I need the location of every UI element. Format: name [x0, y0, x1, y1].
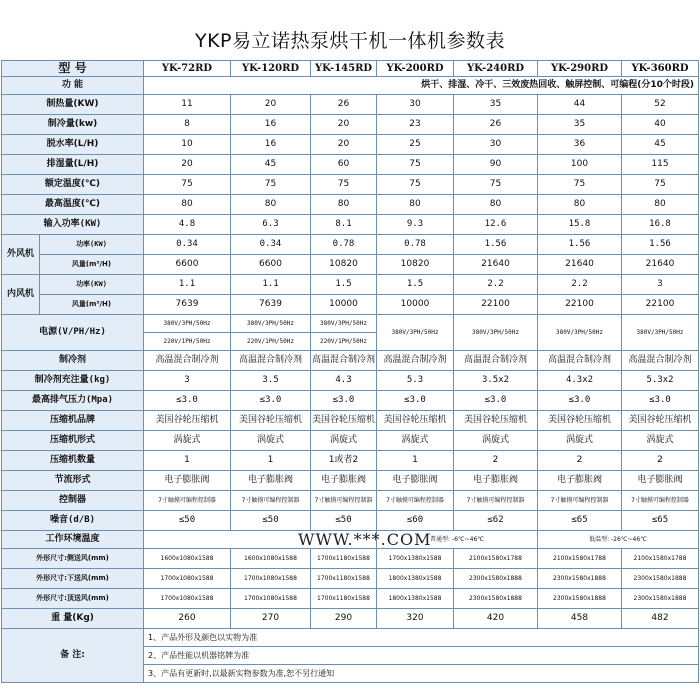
- cell: 2100x1580x1788: [454, 549, 538, 569]
- cell: 3.5: [231, 371, 311, 391]
- cell: 26: [454, 115, 538, 135]
- model-col: YK-200RD: [377, 61, 454, 77]
- cell: 7寸触摸可编程控制器: [622, 491, 699, 511]
- cell: ≤3.0: [144, 391, 231, 411]
- cell: 2300x1580x1888: [538, 589, 622, 609]
- cell: 20: [311, 115, 377, 135]
- cell: 3: [144, 371, 231, 391]
- cell: 22100: [454, 295, 538, 315]
- label-charge: 制冷剂充注量(kg): [2, 371, 144, 391]
- cell: 2300x1580x1888: [622, 569, 699, 589]
- cell: 10: [144, 135, 231, 155]
- cell: ≤3.0: [377, 391, 454, 411]
- cell: 高温混合制冷剂: [454, 351, 538, 371]
- remark-3: 3、产品有更新时,以最新实物参数为准,恕不另行通知: [144, 665, 699, 683]
- cell: ≤62: [454, 511, 538, 531]
- cell: 320: [377, 609, 454, 629]
- cell: 0.34: [144, 235, 231, 255]
- cell: 30: [377, 95, 454, 115]
- cell: ≤50: [311, 511, 377, 531]
- label-heat: 制热量(KW): [2, 95, 144, 115]
- cell: 75: [538, 175, 622, 195]
- row-pressure: [2, 391, 699, 411]
- label-comp-brand: 压缩机品牌: [2, 411, 144, 431]
- cell: 2300x1580x1888: [454, 569, 538, 589]
- cell: 高温混合制冷剂: [538, 351, 622, 371]
- cell: 20: [144, 155, 231, 175]
- cell: 4.3x2: [538, 371, 622, 391]
- label-dim-side: 外形尺寸:侧送风(mm): [2, 549, 144, 569]
- cell: 8.1: [311, 215, 377, 235]
- cell: 电子膨胀阀: [538, 471, 622, 491]
- label-remarks: 备 注:: [2, 629, 144, 683]
- cell: 5.3: [377, 371, 454, 391]
- remark-1: 1、产品外形及颜色以实物为准: [144, 629, 699, 647]
- row-inner-power: [2, 275, 699, 295]
- row-charge: [2, 371, 699, 391]
- row-dehumid: [2, 135, 699, 155]
- cell: 80: [144, 195, 231, 215]
- label-comp-qty: 压缩机数量: [2, 451, 144, 471]
- cell: 16.8: [622, 215, 699, 235]
- cell: 75: [144, 175, 231, 195]
- watermark-text: WWW.***.COM: [298, 530, 432, 549]
- label-throttle: 节流形式: [2, 471, 144, 491]
- cell: 1.5: [311, 275, 377, 295]
- cell: 7寸触摸可编程控制器: [231, 491, 311, 511]
- cell: ≤3.0: [454, 391, 538, 411]
- cell: 涡旋式: [622, 431, 699, 451]
- cell: 1700x1080x1588: [231, 569, 311, 589]
- cell: 美国谷轮压缩机: [231, 411, 311, 431]
- label-inner-fan: 内风机: [2, 275, 40, 315]
- cell: 80: [454, 195, 538, 215]
- row-dim-side: [2, 549, 699, 569]
- cell: 482: [622, 609, 699, 629]
- cell: 1700x1180x1588: [311, 569, 377, 589]
- cell: 75: [231, 175, 311, 195]
- row-inner-air: [2, 295, 699, 315]
- env-temp-normal: 普通型: -6℃~46℃: [377, 531, 538, 549]
- model-col: YK-360RD: [622, 61, 699, 77]
- row-comp-brand: [2, 411, 699, 431]
- cell: 1800x1380x1588: [377, 569, 454, 589]
- cell: 35: [454, 95, 538, 115]
- cell: 1.1: [144, 275, 231, 295]
- cell: 20: [311, 135, 377, 155]
- cell: 100: [538, 155, 622, 175]
- cell: 2: [454, 451, 538, 471]
- row-drain: [2, 155, 699, 175]
- cell: 涡旋式: [231, 431, 311, 451]
- row-outer-power: [2, 235, 699, 255]
- cell: 15.8: [538, 215, 622, 235]
- row-max-temp: [2, 195, 699, 215]
- row-dim-down: [2, 569, 699, 589]
- cell: 涡旋式: [311, 431, 377, 451]
- cell: 1700x1180x1588: [311, 589, 377, 609]
- cell: ≤3.0: [538, 391, 622, 411]
- label-fan-power: 功率(KW): [40, 235, 144, 255]
- cell: 12.6: [454, 215, 538, 235]
- cell: 10820: [311, 255, 377, 275]
- cell: 45: [622, 135, 699, 155]
- cell: 1800x1380x1588: [377, 589, 454, 609]
- cell: 电子膨胀阀: [622, 471, 699, 491]
- cell: 美国谷轮压缩机: [538, 411, 622, 431]
- cell: 1: [231, 451, 311, 471]
- row-remark-1: [2, 629, 699, 647]
- cell: 1.1: [231, 275, 311, 295]
- cell: 电子膨胀阀: [144, 471, 231, 491]
- cell: 220V/1PH/50Hz: [144, 333, 231, 351]
- cell: 高温混合制冷剂: [144, 351, 231, 371]
- row-comp-type: [2, 431, 699, 451]
- cell: 高温混合制冷剂: [231, 351, 311, 371]
- cell: 美国谷轮压缩机: [454, 411, 538, 431]
- model-col: YK-290RD: [538, 61, 622, 77]
- cell: 380V/3PH/50Hz: [622, 315, 699, 351]
- label-refrigerant: 制冷剂: [2, 351, 144, 371]
- cell: 1.5: [377, 275, 454, 295]
- cell: 60: [311, 155, 377, 175]
- cell: 16: [231, 135, 311, 155]
- function-text: 烘干、排湿、冷干、三效废热回收、触屏控制、可编程(分10个时段): [144, 77, 699, 95]
- label-controller: 控制器: [2, 491, 144, 511]
- cell: 5.3x2: [622, 371, 699, 391]
- cell: ≤3.0: [231, 391, 311, 411]
- cell: 7寸触摸可编程控制器: [144, 491, 231, 511]
- label-dim-top: 外形尺寸:顶送风(mm): [2, 589, 144, 609]
- cell: 23: [377, 115, 454, 135]
- row-outer-air: [2, 255, 699, 275]
- cell: 21640: [538, 255, 622, 275]
- model-col: YK-72RD: [144, 61, 231, 77]
- row-dim-top: [2, 589, 699, 609]
- cell: 458: [538, 609, 622, 629]
- label-power-in: 输入功率(KW): [2, 215, 144, 235]
- cell: 25: [377, 135, 454, 155]
- cell: 0.34: [231, 235, 311, 255]
- cell: ≤65: [538, 511, 622, 531]
- cell: ≤3.0: [622, 391, 699, 411]
- cell: 1.56: [454, 235, 538, 255]
- row-refrigerant: [2, 351, 699, 371]
- cell: 高温混合制冷剂: [311, 351, 377, 371]
- cell: 7639: [144, 295, 231, 315]
- cell: 40: [622, 115, 699, 135]
- cell: 6.3: [231, 215, 311, 235]
- cell: 美国谷轮压缩机: [622, 411, 699, 431]
- spec-table: [1, 60, 699, 683]
- cell: 220V/1PH/50Hz: [231, 333, 311, 351]
- label-drain: 排湿量(L/H): [2, 155, 144, 175]
- cell: 7寸触摸可编程控制器: [377, 491, 454, 511]
- cell: 7639: [231, 295, 311, 315]
- cell: 380V/3PH/50Hz: [144, 315, 231, 333]
- cell: 22100: [622, 295, 699, 315]
- cell: 11: [144, 95, 231, 115]
- env-temp-low: 低温型: -26℃~46℃: [538, 531, 699, 549]
- cell: 270: [231, 609, 311, 629]
- cell: 4.3: [311, 371, 377, 391]
- label-rated-temp: 额定温度(℃): [2, 175, 144, 195]
- cell: ≤3.0: [311, 391, 377, 411]
- cell: 4.8: [144, 215, 231, 235]
- label-weight: 重 量(Kg): [2, 609, 144, 629]
- cell: 80: [311, 195, 377, 215]
- row-function: [2, 77, 699, 95]
- cell: 21640: [454, 255, 538, 275]
- cell: 260: [144, 609, 231, 629]
- cell: 380V/3PH/50Hz: [231, 315, 311, 333]
- cell: 20: [231, 95, 311, 115]
- cell: 2300x1580x1888: [454, 589, 538, 609]
- cell: 21640: [622, 255, 699, 275]
- cell: 1: [377, 451, 454, 471]
- cell: 1.56: [622, 235, 699, 255]
- row-heat: [2, 95, 699, 115]
- cell: 1600x1080x1588: [231, 549, 311, 569]
- cell: 2.2: [538, 275, 622, 295]
- cell: 涡旋式: [144, 431, 231, 451]
- cell: 电子膨胀阀: [454, 471, 538, 491]
- cell: 高温混合制冷剂: [377, 351, 454, 371]
- cell: 美国谷轮压缩机: [311, 411, 377, 431]
- cell: 420: [454, 609, 538, 629]
- cell: 16: [231, 115, 311, 135]
- cell: 0.78: [311, 235, 377, 255]
- row-controller: [2, 491, 699, 511]
- cell: 8: [144, 115, 231, 135]
- cell: 涡旋式: [454, 431, 538, 451]
- remark-2: 2、产品性能以机器铭牌为准: [144, 647, 699, 665]
- cell: 高温混合制冷剂: [622, 351, 699, 371]
- cell: 2: [538, 451, 622, 471]
- cell: 220V/1PH/50Hz: [311, 333, 377, 351]
- cell: 75: [377, 175, 454, 195]
- row-comp-qty: [2, 451, 699, 471]
- cell: 75: [454, 175, 538, 195]
- cell: 2.2: [454, 275, 538, 295]
- row-throttle: [2, 471, 699, 491]
- cell: 2300x1580x1888: [538, 569, 622, 589]
- cell: 美国谷轮压缩机: [377, 411, 454, 431]
- label-fan-power: 功率(KW): [40, 275, 144, 295]
- cell: 36: [538, 135, 622, 155]
- label-supply: 电源(V/PH/Hz): [2, 315, 144, 351]
- cell: 7寸触摸可编程控制器: [454, 491, 538, 511]
- cell: 7寸触摸可编程控制器: [311, 491, 377, 511]
- cell: 10000: [377, 295, 454, 315]
- header-row: [2, 61, 699, 77]
- cell: 45: [231, 155, 311, 175]
- cell: 1700x1180x1588: [311, 549, 377, 569]
- cell: 2: [622, 451, 699, 471]
- cell: 10820: [377, 255, 454, 275]
- cell: 380V/3PH/50Hz: [377, 315, 454, 351]
- cell: 80: [377, 195, 454, 215]
- row-supply-a: [2, 315, 699, 333]
- label-comp-type: 压缩机形式: [2, 431, 144, 451]
- cell: 7寸触摸可编程控制器: [538, 491, 622, 511]
- label-cool: 制冷量(kw): [2, 115, 144, 135]
- label-env-temp: 工作环境温度: [2, 531, 144, 549]
- cell: 30: [454, 135, 538, 155]
- label-max-temp: 最高温度(℃): [2, 195, 144, 215]
- cell: 电子膨胀阀: [231, 471, 311, 491]
- cell: 1: [144, 451, 231, 471]
- cell: 380V/3PH/50Hz: [454, 315, 538, 351]
- cell: ≤50: [144, 511, 231, 531]
- row-weight: [2, 609, 699, 629]
- label-noise: 噪音(d/B): [2, 511, 144, 531]
- label-dehumid: 脱水率(L/H): [2, 135, 144, 155]
- cell: 80: [538, 195, 622, 215]
- model-col: YK-145RD: [311, 61, 377, 77]
- cell: 涡旋式: [377, 431, 454, 451]
- cell: ≤65: [622, 511, 699, 531]
- cell: 80: [231, 195, 311, 215]
- row-rated-temp: [2, 175, 699, 195]
- cell: 22100: [538, 295, 622, 315]
- label-dim-down: 外形尺寸:下送风(mm): [2, 569, 144, 589]
- cell: 44: [538, 95, 622, 115]
- cell: 35: [538, 115, 622, 135]
- cell: 1或者2: [311, 451, 377, 471]
- cell: 290: [311, 609, 377, 629]
- cell: 26: [311, 95, 377, 115]
- cell: 115: [622, 155, 699, 175]
- label-outer-fan: 外风机: [2, 235, 40, 275]
- cell: 9.3: [377, 215, 454, 235]
- cell: 1700x1080x1588: [231, 589, 311, 609]
- cell: ≤50: [231, 511, 311, 531]
- row-noise: [2, 511, 699, 531]
- label-fan-air: 风量(m³/H): [40, 255, 144, 275]
- cell: 电子膨胀阀: [311, 471, 377, 491]
- cell: 6600: [231, 255, 311, 275]
- cell: 6600: [144, 255, 231, 275]
- cell: 2100x1580x1788: [538, 549, 622, 569]
- cell: 52: [622, 95, 699, 115]
- cell: 3: [622, 275, 699, 295]
- header-label: 型 号: [2, 61, 144, 77]
- label-pressure: 最高排气压力(Mpa): [2, 391, 144, 411]
- cell: 电子膨胀阀: [377, 471, 454, 491]
- cell: 1700x1380x1588: [377, 549, 454, 569]
- cell: 90: [454, 155, 538, 175]
- model-col: YK-240RD: [454, 61, 538, 77]
- page-title: YKP易立诺热泵烘干机一体机参数表: [194, 30, 506, 52]
- cell: 2100x1580x1788: [622, 549, 699, 569]
- cell: 10000: [311, 295, 377, 315]
- cell: 75: [622, 175, 699, 195]
- model-col: YK-120RD: [231, 61, 311, 77]
- cell: 3.5x2: [454, 371, 538, 391]
- cell: 1.56: [538, 235, 622, 255]
- row-cool: [2, 115, 699, 135]
- cell: 380V/3PH/50Hz: [311, 315, 377, 333]
- cell: 80: [622, 195, 699, 215]
- cell: 1700x1080x1588: [144, 569, 231, 589]
- cell: 0.78: [377, 235, 454, 255]
- cell: 2300x1580x1888: [622, 589, 699, 609]
- cell: 涡旋式: [538, 431, 622, 451]
- cell: 380V/3PH/50Hz: [538, 315, 622, 351]
- label-function: 功 能: [2, 77, 144, 95]
- cell: ≤60: [377, 511, 454, 531]
- cell: 美国谷轮压缩机: [144, 411, 231, 431]
- cell: 75: [377, 155, 454, 175]
- cell: 1700x1080x1588: [144, 589, 231, 609]
- cell: 75: [311, 175, 377, 195]
- label-fan-air: 风量(m³/H): [40, 295, 144, 315]
- cell: 1600x1080x1588: [144, 549, 231, 569]
- row-power-in: [2, 215, 699, 235]
